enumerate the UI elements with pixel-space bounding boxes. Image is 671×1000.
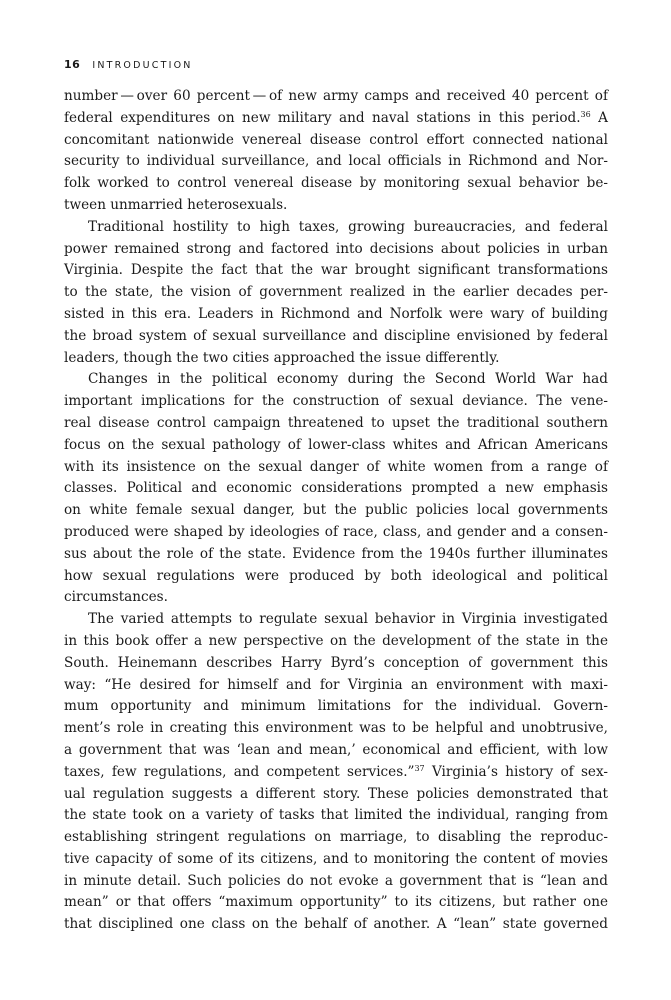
text-line: establishing stringent regulations on marriage, to disabling the reproduc- — [64, 829, 608, 846]
text-line: power remained strong and factored into decisions about policies in urban — [64, 240, 608, 257]
paragraph — [64, 369, 608, 609]
text-line: security to individual surveillance, and local officials in Richmond and Nor- — [64, 153, 608, 170]
text-line: Traditional hostility to high taxes, growing bureaucracies, and federal — [88, 218, 608, 235]
footnote-ref[interactable]: 36 — [580, 109, 591, 119]
paragraph — [64, 217, 608, 370]
text-line: South. Heinemann describes Harry Byrd’s conception of government this — [64, 654, 608, 671]
text-line: number — over 60 percent — of new army camps and received 40 percent of — [64, 88, 608, 104]
text-line: leaders, though the two cities approached the issue differently. — [64, 349, 500, 366]
text-line: taxes, few regulations, and competent services.”$^{37}$ Virginia’s history of sex- — [64, 763, 609, 780]
footnote-ref[interactable]: 37 — [414, 763, 425, 773]
text-line: the state took on a variety of tasks that limited the individual, ranging from — [64, 807, 608, 824]
text-line: the broad system of sexual surveillance and discipline envisioned by federal — [64, 327, 608, 344]
text-line: tive capacity of some of its citizens, and to monitoring the content of movies — [64, 850, 608, 867]
text-line: federal expenditures on new military and naval stations in this period.$^{36}$ A — [64, 109, 608, 126]
text-line: circumstances. — [64, 589, 168, 606]
text-line: folk worked to control venereal disease by monitoring sexual behavior be- — [64, 175, 608, 192]
text-line: ual regulation suggests a different story. These policies demonstrated that — [64, 785, 608, 802]
text-line: sus about the role of the state. Evidence from the 1940s further illuminates — [64, 545, 608, 562]
text-line: focus on the sexual pathology of lower-class whites and African Americans — [64, 436, 608, 453]
text-line: mum opportunity and minimum limitations for the individual. Govern- — [64, 698, 608, 715]
text-line: The varied attempts to regulate sexual behavior in Virginia investigated — [88, 611, 608, 628]
text-line: Virginia. Despite the fact that the war brought significant transformations — [64, 262, 608, 279]
text-line: tween unmarried heterosexuals. — [64, 196, 288, 213]
text-line: important implications for the construction of sexual deviance. The vene- — [64, 393, 608, 410]
text-line: real disease control campaign threatened to upset the traditional southern — [64, 414, 608, 431]
text-line: produced were shaped by ideologies of race, class, and gender and a consen- — [64, 523, 608, 540]
paragraph — [64, 609, 608, 936]
text-line: in minute detail. Such policies do not evoke a government that is “lean and — [64, 872, 608, 889]
text-line: way: “He desired for himself and for Virginia an environment with maxi- — [64, 676, 608, 693]
body-text — [64, 86, 608, 936]
text-line: sisted in this era. Leaders in Richmond and Norfolk were wary of building — [64, 305, 608, 322]
text-line: with its insistence on the sexual danger of white women from a range of — [64, 458, 608, 475]
text-line: concomitant nationwide venereal disease control effort connected national — [64, 131, 608, 148]
text-line: in this book offer a new perspective on the development of the state in the — [64, 632, 608, 649]
section-title: INTRODUCTION — [92, 60, 193, 71]
text-line: ment’s role in creating this environment was to be helpful and unobtrusive, — [64, 720, 608, 737]
paragraph — [64, 86, 608, 217]
text-line: that disciplined one class on the behalf of another. A “lean” state governed — [64, 916, 608, 933]
text-line: a government that was ‘lean and mean,’ economical and efficient, with low — [64, 741, 608, 758]
text-line: to the state, the vision of government realized in the earlier decades per- — [64, 284, 608, 301]
text-line: how sexual regulations were produced by both ideological and political — [64, 567, 608, 584]
running-head — [64, 58, 193, 72]
text-line: classes. Political and economic considerations prompted a new emphasis — [64, 480, 608, 497]
text-line: mean” or that offers “maximum opportunity” to its citizens, but rather one — [64, 894, 608, 911]
text-line: Changes in the political economy during the Second World War had — [88, 371, 608, 388]
page-number: 16 — [64, 58, 81, 71]
text-line: on white female sexual danger, but the public policies local governments — [64, 502, 608, 519]
